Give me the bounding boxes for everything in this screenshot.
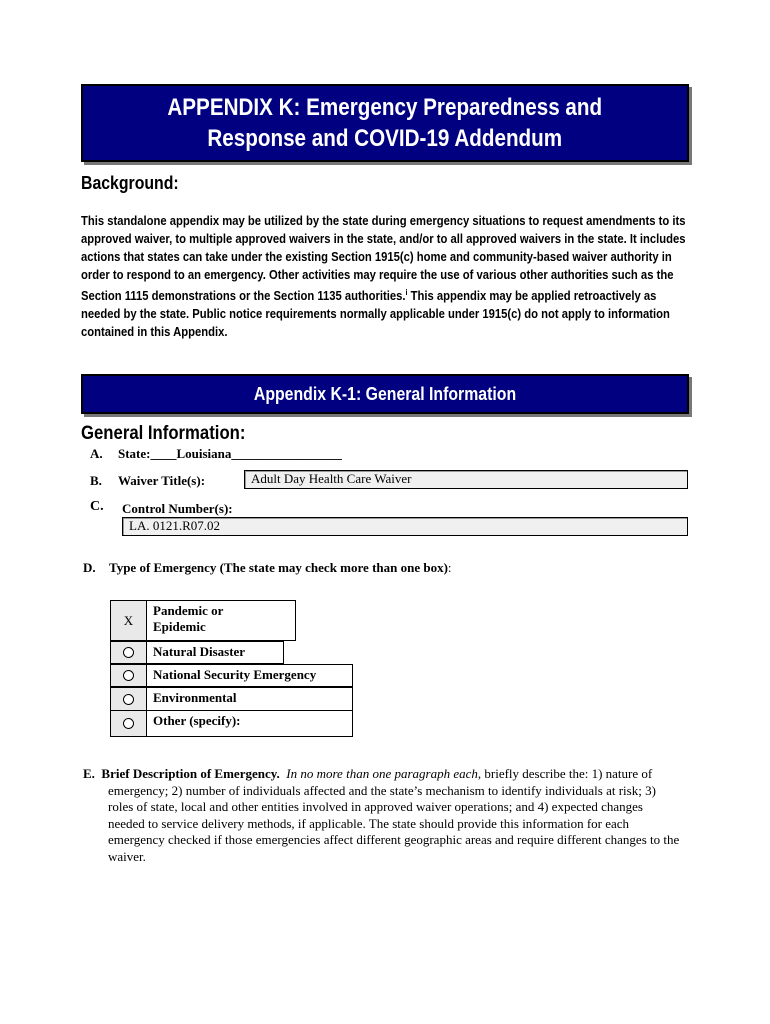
- k1-banner: [81, 374, 689, 414]
- pandemic-label-text: Pandemic or Epidemic: [153, 603, 224, 634]
- appendix-title-banner: [81, 84, 689, 162]
- control-number-label: Control Number(s):: [122, 501, 233, 516]
- radio-icon: [123, 718, 134, 729]
- k1-heading: Appendix K-1: General Information: [253, 383, 517, 404]
- emergency-type-text: Type of Emergency (The state may check more than one box): [109, 560, 448, 575]
- radio-icon: [123, 694, 134, 705]
- description-text: , briefly describe the: 1) nature of emergency; 2) number of individuals affected and the state’s mechanism to identify individuals at risk; 3) roles of state, local and other entities involved in approved waiver operations; and 4) expected changes needed to service delivery methods, if applicable. The state should provide this information for each emergency checked if those emergencies affect different geographic areas and require different changes to the waiver.: [108, 766, 680, 864]
- general-info-heading: General Information:: [81, 423, 246, 444]
- background-heading: Background:: [81, 173, 179, 193]
- waiver-title-field[interactable]: Adult Day Health Care Waiver: [244, 470, 688, 489]
- item-e-letter: E.: [83, 766, 95, 781]
- national-security-label: National Security Emergency: [147, 664, 353, 687]
- item-a-letter: A.: [90, 446, 103, 461]
- emergency-description: [83, 766, 683, 865]
- background-paragraph: [81, 212, 693, 341]
- emergency-type-colon: :: [447, 560, 452, 575]
- natural-disaster-radio[interactable]: [110, 641, 147, 664]
- background-text-2: This appendix may be applied retroactively as needed by the state. Public notice requirements normally applicable under 1915(c) do not apply to information contained in this Appendix.: [81, 289, 670, 340]
- national-security-radio[interactable]: [110, 664, 147, 687]
- radio-icon: [123, 670, 134, 681]
- waiver-title-label: Waiver Title(s):: [118, 473, 206, 488]
- footnote-mark[interactable]: i: [405, 288, 408, 297]
- state-label: State:____Louisiana_________________: [118, 446, 342, 461]
- other-label: Other (specify):: [147, 710, 353, 737]
- pandemic-check-mark: X: [123, 612, 134, 628]
- emergency-row: [110, 687, 353, 711]
- description-label: Brief Description of Emergency.: [101, 766, 280, 781]
- appendix-title: APPENDIX K: Emergency Preparedness and Response and COVID-19 Addendum: [167, 94, 603, 152]
- pandemic-checkbox[interactable]: [110, 600, 147, 641]
- item-b-letter: B.: [90, 473, 102, 488]
- emergency-row: [110, 664, 353, 687]
- emergency-row: [110, 710, 353, 737]
- control-number-field[interactable]: LA. 0121.R07.02: [122, 517, 688, 536]
- other-radio[interactable]: [110, 710, 147, 737]
- pandemic-label: [147, 600, 296, 641]
- environmental-label: Environmental: [147, 687, 353, 711]
- emergency-row: [110, 600, 296, 641]
- environmental-radio[interactable]: [110, 687, 147, 711]
- natural-disaster-label: Natural Disaster: [147, 641, 284, 664]
- item-c-letter: C.: [90, 499, 104, 514]
- background-text: This standalone appendix may be utilized by the state during emergency situations to request amendments to its approved waiver, to multiple approved waivers in the state, and/or to all approved waivers in the state. It includes actions that states can take under the existing Section 1915(c) home and community-based waiver authority in order to respond to an emergency. Other activities may require the use of various other authorities such as the Section 1115 demonstrations or the Section 1135 authorities.: [81, 214, 686, 304]
- emergency-type-label: [109, 560, 452, 576]
- item-d-letter: D.: [83, 560, 96, 575]
- radio-icon: [123, 647, 134, 658]
- description-italic: In no more than one paragraph each: [286, 766, 478, 781]
- emergency-row: [110, 641, 284, 664]
